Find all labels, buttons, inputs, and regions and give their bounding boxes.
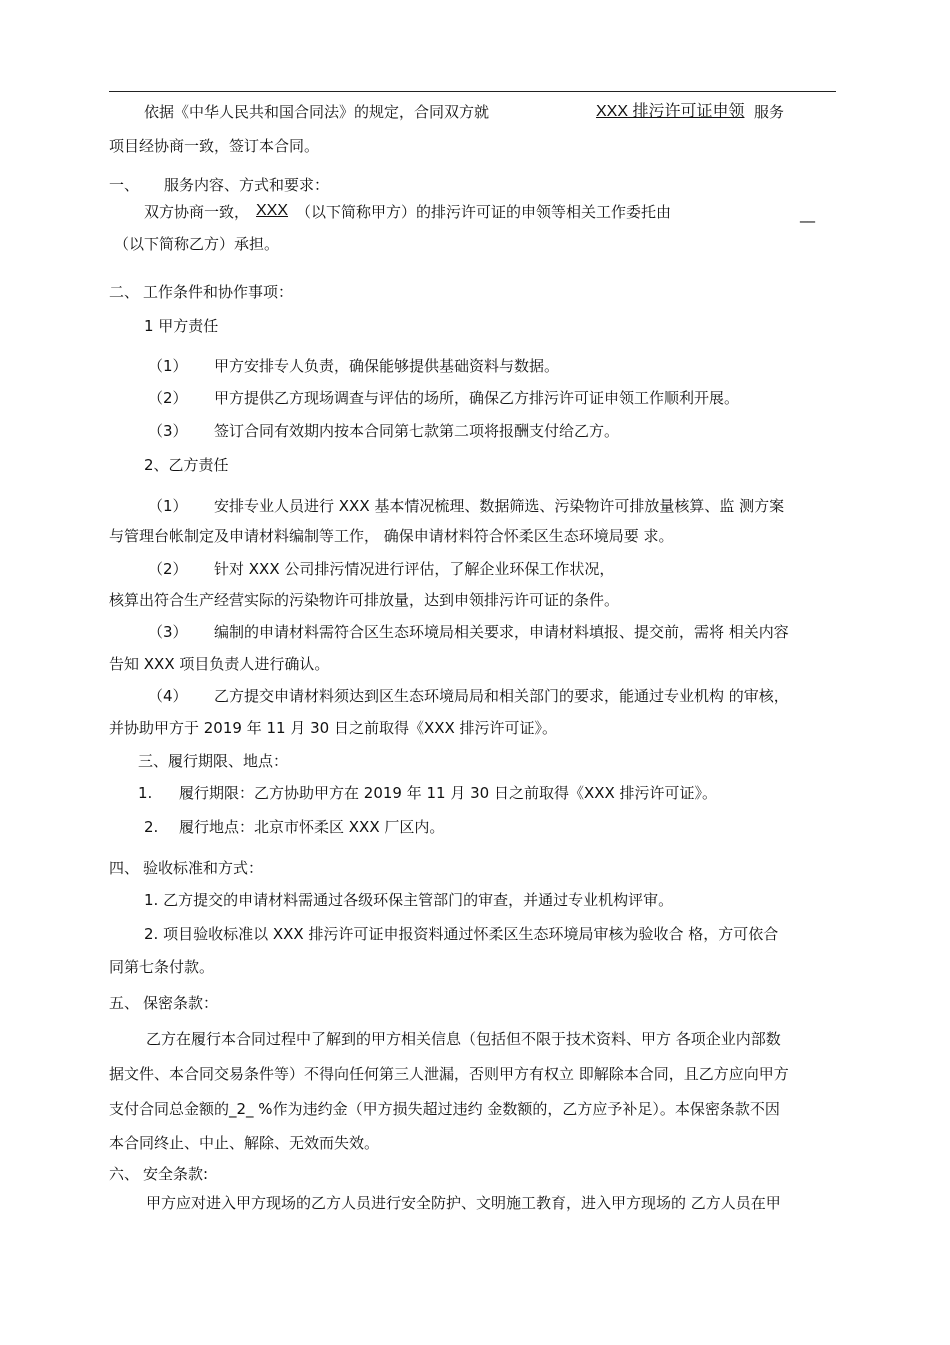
section2-sub2-title: 2、乙方责任 <box>144 456 229 474</box>
section6-number: 六、 <box>109 1165 140 1183</box>
sub2-item4-line2: 并协助甲方于 2019 年 11 月 30 日之前取得《XXX 排污许可证》。 <box>109 719 558 737</box>
section5-title: 保密条款： <box>143 994 219 1012</box>
section4-item2-line2: 同第七条付款。 <box>109 958 215 976</box>
section2-title: 工作条件和协作事项： <box>143 283 294 301</box>
section1-number: 一、 <box>109 176 140 194</box>
sub1-item1-text: 甲方安排专人负责，确保能够提供基础资料与数据。 <box>214 357 560 375</box>
section1-p1-prefix: 双方协商一致， <box>144 203 250 221</box>
section4-item2-line1: 2. 项目验收标准以 XXX 排污许可证申报资料通过怀柔区生态环境局审核为验收合 格，方可依合 <box>144 925 779 943</box>
section5-line2: 据文件、本合同交易条件等）不得向任何第三人泄漏，否则甲方有权立 即解除本合同，且乙方应向甲方 <box>109 1065 789 1083</box>
section3-title: 三、履行期限、地点： <box>138 752 289 770</box>
section4-title: 验收标准和方式： <box>143 859 264 877</box>
sub2-item2-line2: 核算出符合生产经营实际的污染物许可排放量，达到申领排污许可证的条件。 <box>109 591 620 609</box>
sub1-item3-num: （3） <box>148 422 188 440</box>
section5-line3: 支付合同总金额的_2_ %作为违约金（甲方损失超过违约 金数额的，乙方应予补足）。本保密条款不因 <box>109 1100 780 1118</box>
intro-line1-suffix: 服务 <box>754 103 785 121</box>
sub1-item2-num: （2） <box>148 389 188 407</box>
section1-blank: __ <box>800 205 815 223</box>
section6-line1: 甲方应对进入甲方现场的乙方人员进行安全防护、文明施工教育，进入甲方现场的 乙方人员在甲 <box>146 1194 781 1212</box>
section1-p1-line2: （以下简称乙方）承担。 <box>114 235 280 253</box>
sub2-item4-line1: 乙方提交申请材料须达到区生态环境局局和相关部门的要求，能通过专业机构 的审核， <box>214 687 789 705</box>
sub2-item2-num: （2） <box>148 560 188 578</box>
section2-sub1-title: 1 甲方责任 <box>144 317 219 335</box>
section3-item1-num: 1. <box>138 784 153 802</box>
sub2-item2-line1: 针对 XXX 公司排污情况进行评估，了解企业环保工作状况， <box>214 560 615 578</box>
sub2-item1-line1: 安排专业人员进行 XXX 基本情况梳理、数据筛选、污染物许可排放量核算、监 测方案 <box>214 497 785 515</box>
section3-item1-text: 履行期限：乙方协助甲方在 2019 年 11 月 30 日之前取得《XXX 排污许可证》。 <box>179 784 718 802</box>
section4-number: 四、 <box>109 859 140 877</box>
sub1-item2-text: 甲方提供乙方现场调查与评估的场所，确保乙方排污许可证申领工作顺利开展。 <box>214 389 740 407</box>
sub2-item4-num: （4） <box>148 687 188 705</box>
section3-item2-text: 履行地点：北京市怀柔区 XXX 厂区内。 <box>179 818 445 836</box>
header-rule <box>109 91 836 92</box>
section6-title: 安全条款: <box>143 1165 209 1183</box>
intro-line1-prefix: 依据《中华人民共和国合同法》的规定，合同双方就 <box>144 103 490 121</box>
intro-line2: 项目经协商一致，签订本合同。 <box>109 137 320 155</box>
sub2-item1-num: （1） <box>148 497 188 515</box>
section2-number: 二、 <box>109 283 140 301</box>
section5-line1: 乙方在履行本合同过程中了解到的甲方相关信息（包括但不限于技术资料、甲方 各项企业内部数 <box>146 1030 781 1048</box>
section1-title: 服务内容、方式和要求： <box>164 176 330 194</box>
sub2-item3-line1: 编制的申请材料需符合区生态环境局相关要求，申请材料填报、提交前，需将 相关内容 <box>214 623 789 641</box>
section3-item2-num: 2. <box>144 818 159 836</box>
sub2-item3-line2: 告知 XXX 项目负责人进行确认。 <box>109 655 330 673</box>
sub2-item3-num: （3） <box>148 623 188 641</box>
section4-item1: 1. 乙方提交的申请材料需通过各级环保主管部门的审查，并通过专业机构评审。 <box>144 891 674 909</box>
sub2-item1-line2: 与管理台帐制定及申请材料编制等工作， 确保申请材料符合怀柔区生态环境局要 求。 <box>109 527 674 545</box>
sub1-item1-num: （1） <box>148 357 188 375</box>
sub1-item3-text: 签订合同有效期内按本合同第七款第二项将报酬支付给乙方。 <box>214 422 620 440</box>
section5-number: 五、 <box>109 994 140 1012</box>
section5-line4: 本合同终止、中止、解除、无效而失效。 <box>109 1134 380 1152</box>
section1-p1-mid: （以下简称甲方）的排污许可证的申领等相关工作委托由 <box>296 203 672 221</box>
intro-project-name: XXX 排污许可证申领 <box>596 103 745 120</box>
section1-party: XXX <box>256 202 289 219</box>
